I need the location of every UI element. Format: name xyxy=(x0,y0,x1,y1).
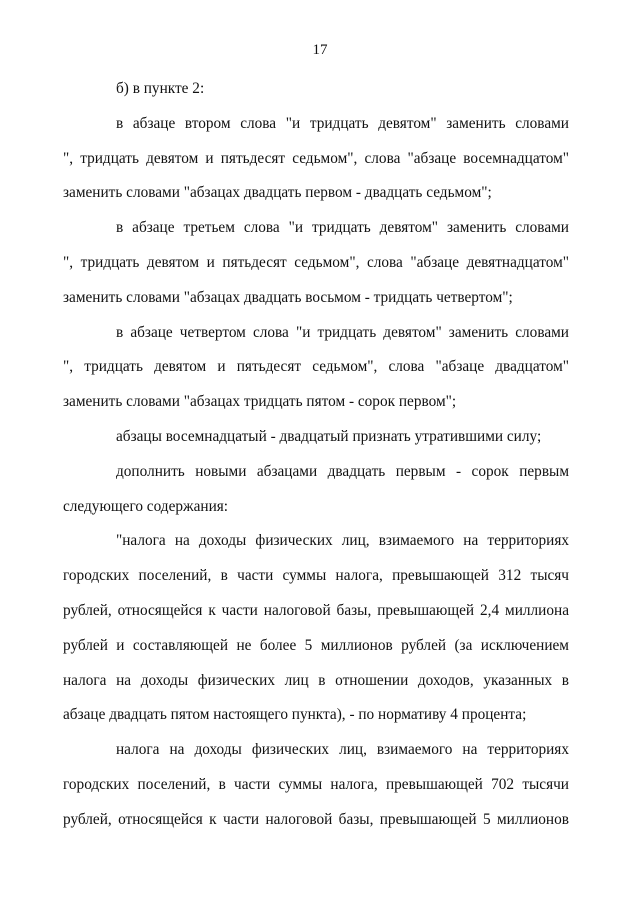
text-line: абзаце двадцать пятом настоящего пункта), - по нормативу 4 процента; xyxy=(63,706,527,724)
text-line: ", тридцать девятом и пятьдесят седьмом", слова "абзаце восемнадцатом" xyxy=(63,149,569,167)
text-line: в абзаце третьем слова "и тридцать девятом" заменить словами xyxy=(116,219,569,237)
text-line: налога на доходы физических лиц, взимаемого на территориях xyxy=(116,741,569,759)
text-line: рублей, относящейся к части налоговой базы, превышающей 5 миллионов xyxy=(63,810,569,828)
text-line: заменить словами "абзацах двадцать восьмом - тридцать четвертом"; xyxy=(63,288,513,306)
text-line: в абзаце втором слова "и тридцать девятом" заменить словами xyxy=(116,114,569,132)
text-line: "налога на доходы физических лиц, взимаемого на территориях xyxy=(116,532,569,550)
text-line: рублей и составляющей не более 5 миллионов рублей (за исключением xyxy=(63,636,569,654)
text-line: рублей, относящейся к части налоговой базы, превышающей 2,4 миллиона xyxy=(63,601,569,619)
text-line: городских поселений, в части суммы налога, превышающей 702 тысячи xyxy=(63,775,569,793)
text-line: следующего содержания: xyxy=(63,497,229,515)
text-line: заменить словами "абзацах двадцать первом - двадцать седьмом"; xyxy=(63,184,492,202)
text-line: ", тридцать девятом и пятьдесят седьмом", слова "абзаце двадцатом" xyxy=(63,358,569,376)
text-line: заменить словами "абзацах тридцать пятом - сорок первом"; xyxy=(63,393,457,411)
text-line: налога на доходы физических лиц в отношении доходов, указанных в xyxy=(63,671,569,689)
text-line: б) в пункте 2: xyxy=(116,80,205,97)
text-line: абзацы восемнадцатый - двадцатый признать утратившими силу; xyxy=(116,427,542,445)
page-number: 17 xyxy=(312,42,328,58)
text-line: ", тридцать девятом и пятьдесят седьмом", слова "абзаце девятнадцатом" xyxy=(63,253,569,271)
text-line: дополнить новыми абзацами двадцать первым - сорок первым xyxy=(116,462,569,480)
document-body xyxy=(63,72,569,838)
text-line: городских поселений, в части суммы налога, превышающей 312 тысяч xyxy=(63,567,569,585)
text-line: в абзаце четвертом слова "и тридцать девятом" заменить словами xyxy=(116,323,569,341)
